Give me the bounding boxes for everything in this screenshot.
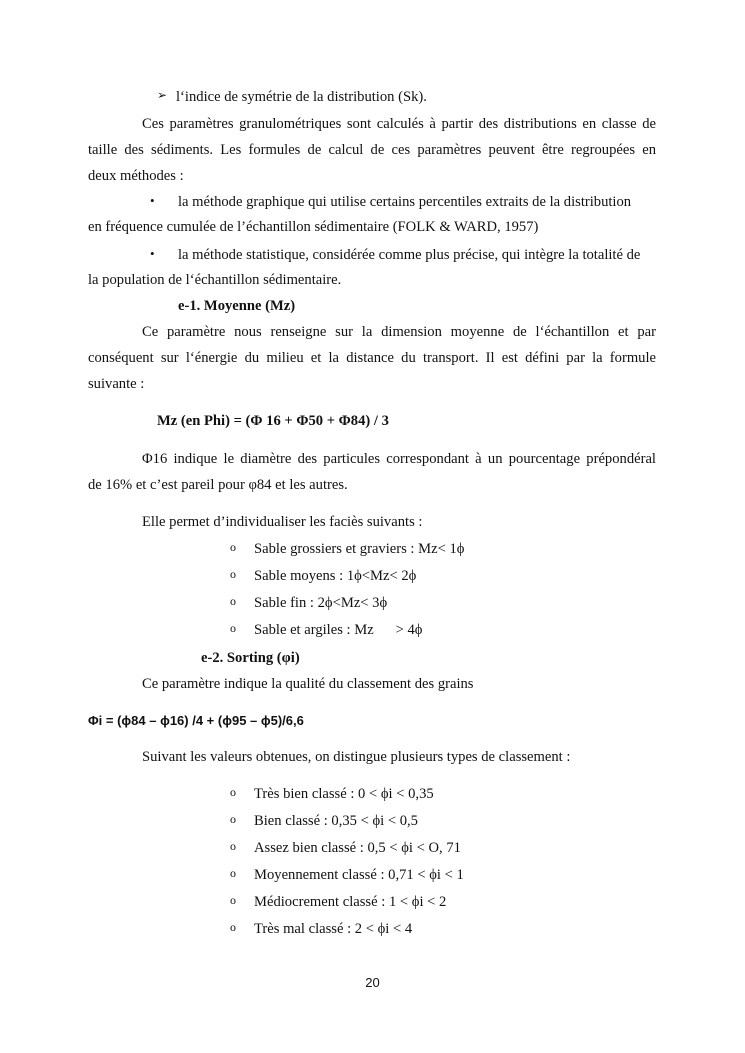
sorting-type-item: Médiocrement classé : 1 ˂ ϕi ˂ 2: [254, 894, 447, 910]
facies-item: Sable grossiers et graviers : Mz< 1ϕ: [254, 541, 465, 557]
facies-item: Sable moyens : 1ϕ<Mz< 2ϕ: [254, 568, 417, 584]
sorting-type-item: Très mal classé : 2 ˂ ϕi ˂ 4: [254, 921, 413, 937]
method-graphic-line-1: la méthode graphique qui utilise certains percentiles extraits de la distribution: [178, 194, 632, 210]
sorting-formula: Φi = (ϕ84 – ϕ16) /4 + (ϕ95 – ϕ5)/6,6: [88, 713, 304, 728]
sorting-type-item: Assez bien classé : 0,5 ˂ ϕi ˂ O, 71: [254, 840, 461, 856]
circle-bullet-icon: o: [230, 893, 236, 907]
facies-intro: Elle permet d’individualiser les faciès suivants :: [142, 514, 423, 530]
e1-paragraph-line-3: suivante :: [88, 376, 145, 392]
method-statistic-line-1: la méthode statistique, considérée comme plus précise, qui intègre la totalité de: [178, 247, 641, 263]
section-e2-title: e-2. Sorting (φi): [201, 650, 300, 666]
bullet-sk: l‘indice de symétrie de la distribution (Sk).: [176, 89, 427, 105]
phi16-line-1: Φ16 indique le diamètre des particules correspondant à un pourcentage prépondéral: [142, 451, 656, 467]
e1-paragraph-line-1: Ce paramètre nous renseigne sur la dimension moyenne de l‘échantillon et par: [142, 324, 656, 340]
mz-formula: Mz (en Phi) = (Φ 16 + Φ50 + Φ84) / 3: [157, 413, 389, 429]
circle-bullet-icon: o: [230, 567, 236, 581]
circle-bullet-icon: o: [230, 920, 236, 934]
method-graphic-line-2: en fréquence cumulée de l’échantillon sédimentaire (FOLK & WARD, 1957): [88, 219, 539, 235]
types-intro: Suivant les valeurs obtenues, on distingue plusieurs types de classement :: [142, 749, 571, 765]
circle-bullet-icon: o: [230, 785, 236, 799]
sorting-type-item: Très bien classé : 0 ˂ ϕi ˂ 0,35: [254, 786, 434, 802]
circle-bullet-icon: o: [230, 812, 236, 826]
circle-bullet-icon: o: [230, 621, 236, 635]
intro-line-3: deux méthodes :: [88, 168, 184, 184]
circle-bullet-icon: o: [230, 839, 236, 853]
sorting-type-item: Bien classé : 0,35 ˂ ϕi ˂ 0,5: [254, 813, 418, 829]
dot-bullet-icon: •: [150, 193, 155, 208]
sorting-type-item: Moyennement classé : 0,71 ˂ ϕi ˂ 1: [254, 867, 464, 883]
circle-bullet-icon: o: [230, 594, 236, 608]
e1-paragraph-line-2: conséquent sur l‘énergie du milieu et la distance du transport. Il est défini par la formule: [88, 350, 656, 366]
circle-bullet-icon: o: [230, 540, 236, 554]
phi16-line-2: de 16% et c’est pareil pour φ84 et les autres.: [88, 477, 348, 493]
circle-bullet-icon: o: [230, 866, 236, 880]
method-statistic-line-2: la population de l‘échantillon sédimentaire.: [88, 272, 342, 288]
page-number: 20: [365, 975, 380, 990]
arrow-bullet-icon: ➢: [157, 88, 168, 102]
facies-item: Sable et argiles : Mz > 4ϕ: [254, 622, 423, 638]
facies-item: Sable fin : 2ϕ<Mz< 3ϕ: [254, 595, 388, 611]
section-e1-title: e-1. Moyenne (Mz): [178, 298, 296, 314]
e2-description: Ce paramètre indique la qualité du classement des grains: [142, 676, 474, 692]
intro-line-1: Ces paramètres granulométriques sont calculés à partir des distributions en classe de: [142, 116, 656, 132]
dot-bullet-icon: •: [150, 246, 155, 261]
intro-line-2: taille des sédiments. Les formules de calcul de ces paramètres peuvent être regroupées en: [88, 142, 656, 158]
